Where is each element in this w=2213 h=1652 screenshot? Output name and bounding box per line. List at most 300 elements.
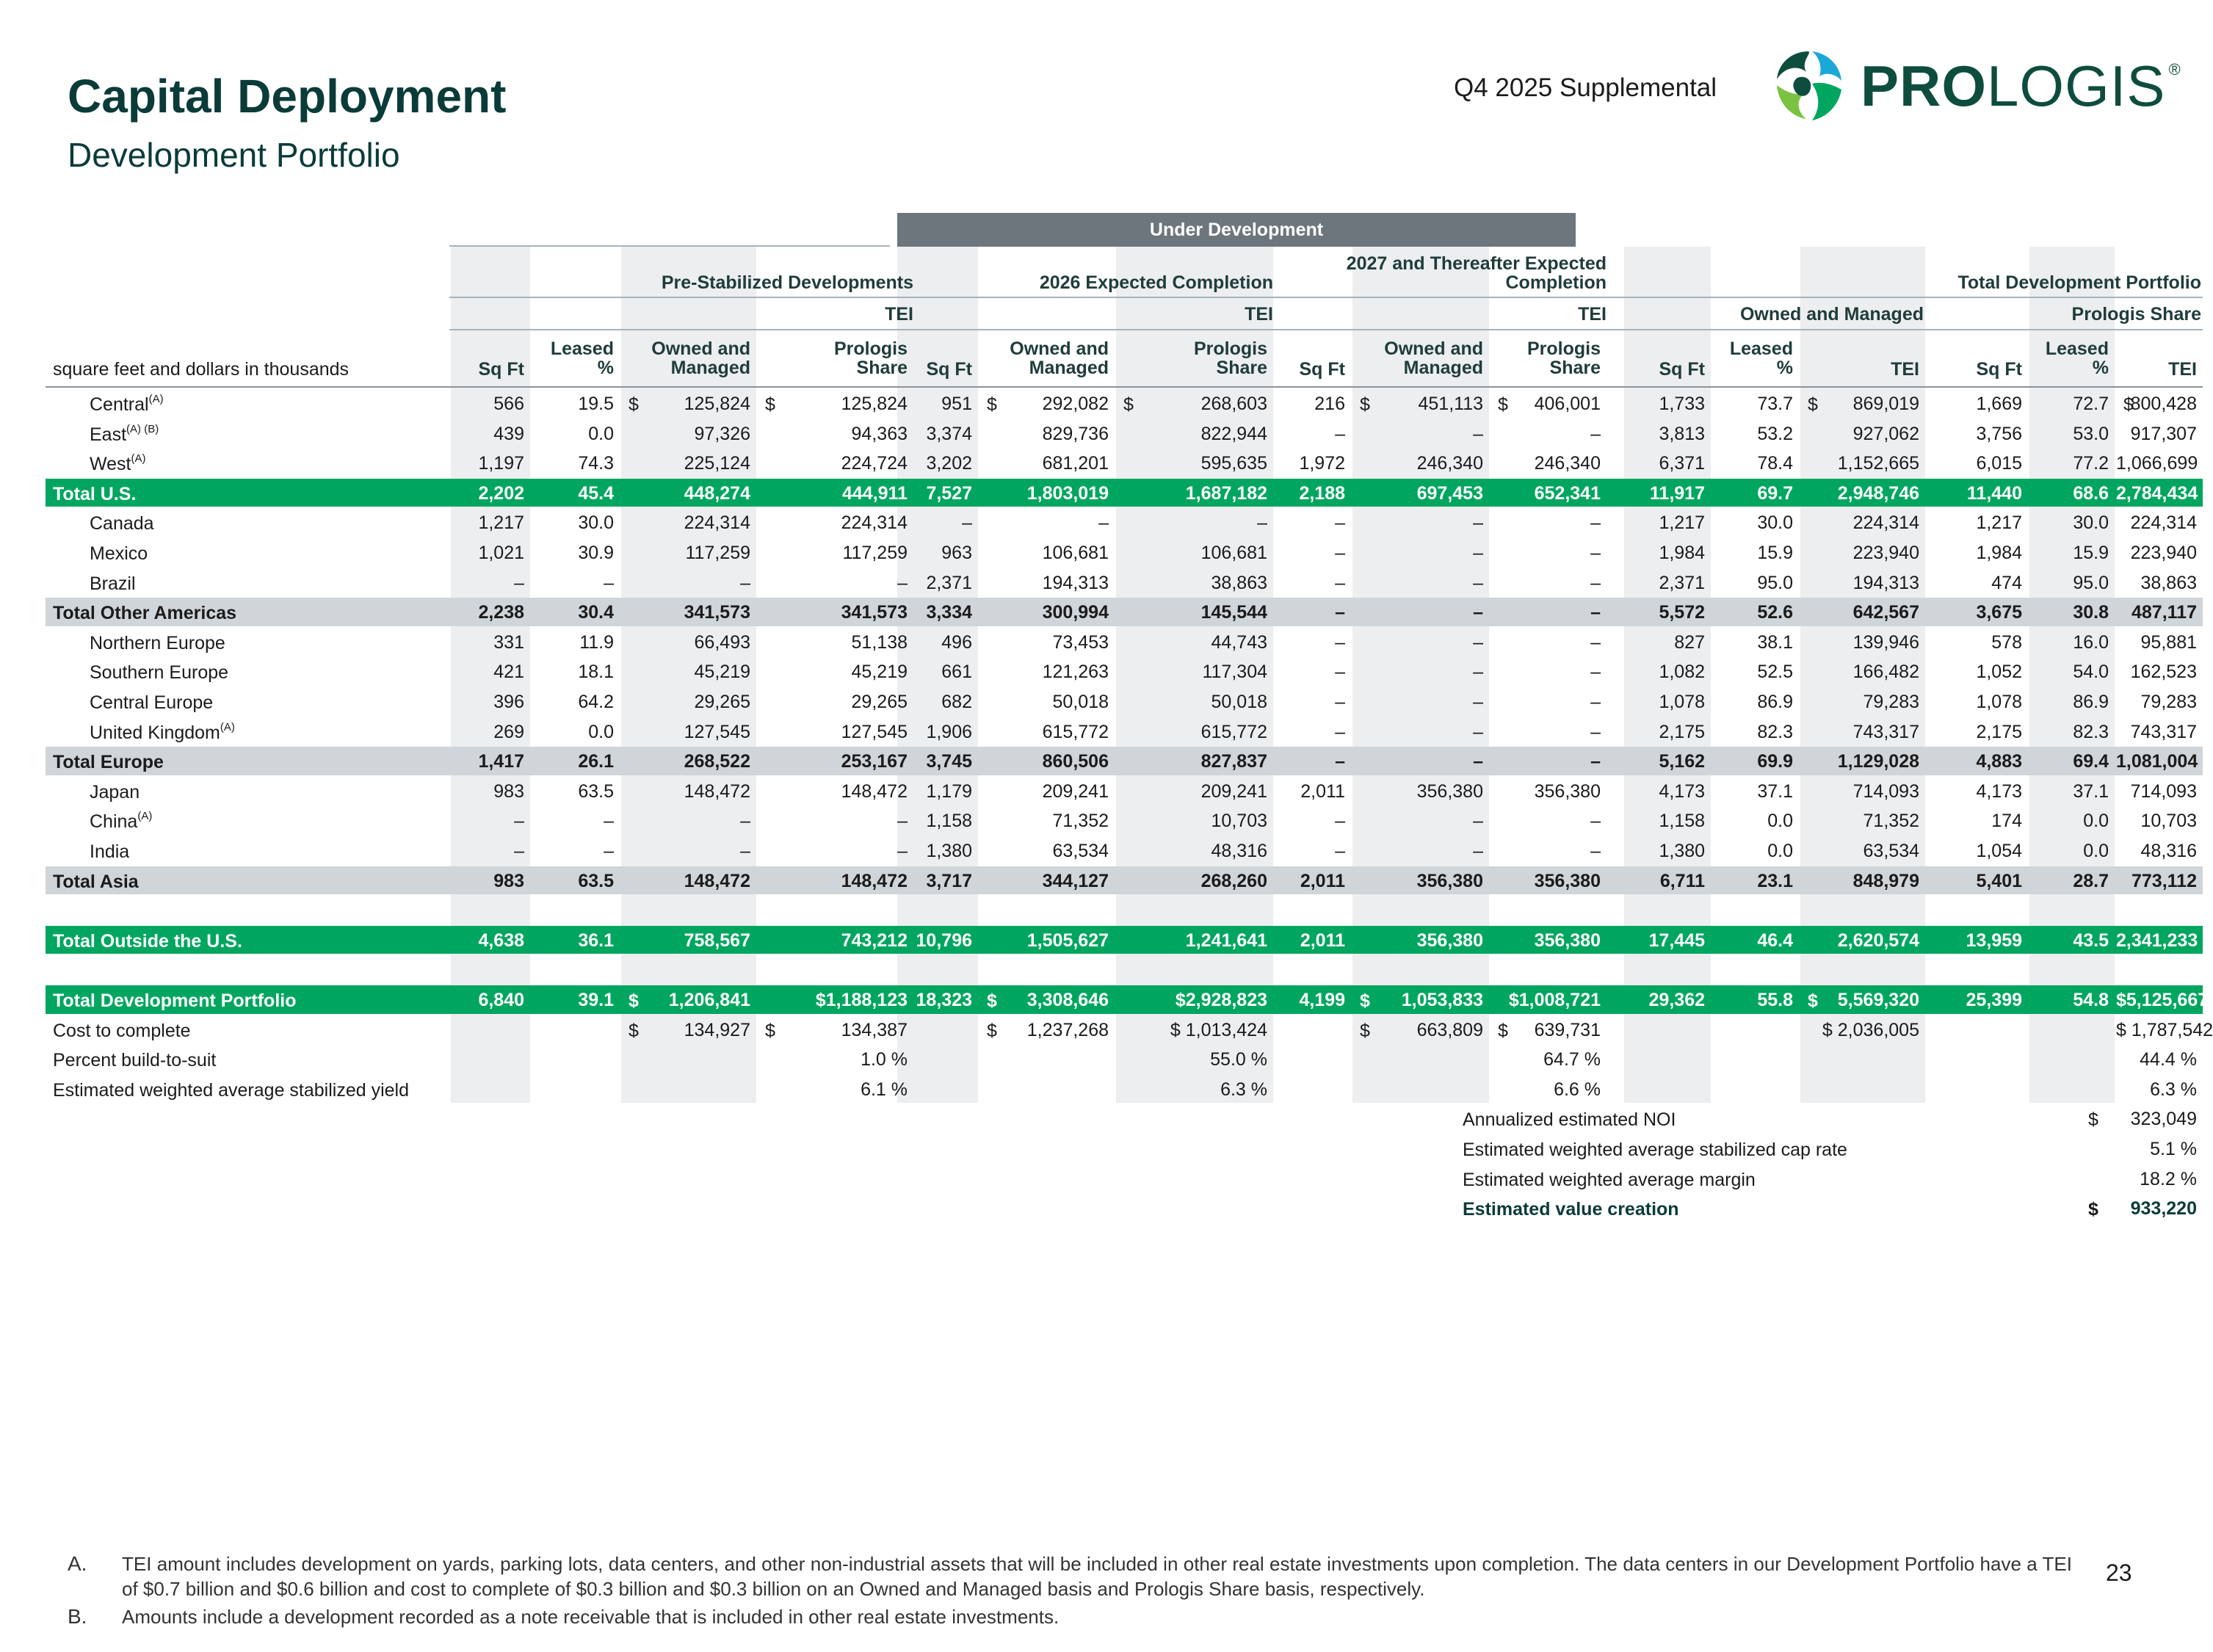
summary-value: 933,220 [2130, 1198, 2197, 1220]
table-cell: 10,796 [916, 930, 972, 951]
row-label: Total Outside the U.S. [53, 930, 242, 952]
table-cell: 406,001 [1534, 394, 1601, 414]
table-cell: $ 2,036,005 [1822, 1019, 1919, 1040]
table-cell: – [1257, 512, 1267, 534]
table-cell: 29,265 [694, 692, 750, 712]
table-cell: 106,681 [1042, 543, 1109, 563]
table-cell: 1,505,627 [1026, 930, 1109, 951]
dollar-sign: $ [1360, 1020, 1370, 1041]
table-cell: 13,959 [1966, 930, 2022, 951]
table-cell: 209,241 [1042, 780, 1109, 802]
table-cell: 595,635 [1200, 453, 1267, 474]
row-label: Total U.S. [53, 483, 137, 504]
table-cell: 25,399 [1966, 990, 2022, 1010]
dollar-sign: $ [987, 990, 997, 1011]
table-cell: 2,011 [1300, 780, 1345, 802]
dollar-sign: $ [629, 1020, 639, 1041]
table-cell: 54.8 [2073, 990, 2109, 1010]
table-cell: 64.2 [578, 692, 614, 712]
table-cell: 63,534 [1052, 841, 1109, 861]
table-cell: 125,824 [841, 394, 908, 414]
table-cell: 23.1 [1757, 870, 1793, 891]
table-cell: 827,837 [1200, 751, 1267, 772]
table-cell: 166,482 [1852, 662, 1919, 683]
table-cell: 341,573 [684, 602, 750, 623]
column-header-leased: Leased % [2045, 338, 2109, 379]
table-cell: 6,711 [1659, 870, 1705, 891]
table-cell: 4,638 [478, 930, 524, 951]
table-cell: 6.1 % [861, 1079, 908, 1100]
table-cell: 1,237,268 [1026, 1019, 1109, 1040]
table-cell: 5,401 [1976, 870, 2022, 891]
table-cell: – [1473, 602, 1483, 623]
table-cell: 82.3 [2073, 721, 2109, 742]
table-cell: 11,917 [1649, 482, 1705, 504]
table-cell: 331 [493, 631, 524, 653]
table-cell: 2,341,233 [2116, 930, 2198, 951]
table-cell: 714,093 [1852, 780, 1919, 802]
table-cell: 3,756 [1976, 423, 2022, 444]
table-cell: 639,731 [1534, 1019, 1601, 1040]
table-cell: – [1335, 512, 1345, 534]
table-cell: 53.2 [1757, 423, 1793, 444]
table-cell: 223,940 [1852, 543, 1919, 563]
table-cell: 615,772 [1042, 721, 1109, 742]
table-cell: 216 [1314, 394, 1345, 414]
table-cell: 743,317 [1852, 721, 1919, 742]
table-cell: 0.0 [1767, 811, 1793, 832]
table-cell: 1,241,641 [1185, 930, 1267, 951]
table-cell: 5,569,320 [1837, 990, 1919, 1010]
table-cell: – [1335, 662, 1345, 683]
table-cell: 26.1 [578, 751, 614, 772]
page-subtitle: Development Portfolio [68, 136, 400, 174]
table-cell: 3,374 [926, 423, 972, 444]
column-header-sqft: Sq Ft [1299, 359, 1345, 380]
table-cell: 714,093 [2130, 780, 2197, 802]
table-cell: 268,260 [1200, 870, 1267, 891]
table-cell: 37.1 [1757, 780, 1793, 802]
dollar-sign: $ [987, 1020, 997, 1041]
subheader-prologis-share: Prologis Share [2071, 304, 2201, 325]
table-cell: – [1335, 631, 1345, 653]
column-header-share: Prologis Share [833, 338, 908, 379]
table-cell: 30.0 [2073, 512, 2109, 534]
table-cell: 5,572 [1659, 602, 1705, 623]
table-cell: 1,669 [1976, 394, 2022, 414]
row-label: Southern Europe [90, 662, 229, 684]
table-cell: 2,238 [478, 602, 524, 623]
table-cell: – [1590, 811, 1601, 832]
dollar-sign: $ [1498, 394, 1508, 415]
table-cell: 1,081,004 [2116, 751, 2198, 772]
row-label: Northern Europe [90, 632, 225, 653]
table-cell: 3,308,646 [1026, 990, 1109, 1010]
table-cell: 6.3 % [2150, 1079, 2197, 1100]
table-cell: 3,813 [1659, 423, 1705, 444]
table-cell: 162,523 [2130, 662, 2197, 683]
table-cell: 1,972 [1299, 453, 1345, 474]
row-label: Percent build-to-suit [53, 1050, 217, 1071]
summary-value: 18.2 % [2140, 1168, 2197, 1189]
table-cell: 73,453 [1052, 631, 1109, 653]
table-cell: 356,380 [1416, 930, 1483, 951]
table-cell: 139,946 [1852, 631, 1919, 653]
row-label: Central Europe [90, 692, 214, 713]
table-cell: 292,082 [1042, 394, 1109, 414]
table-cell: – [1590, 512, 1601, 534]
table-cell: 6,840 [478, 990, 524, 1010]
table-cell: 44,743 [1211, 631, 1267, 653]
dollar-sign: $ [1808, 990, 1818, 1011]
dollar-sign: $ [765, 394, 775, 415]
table-cell: – [1473, 692, 1483, 712]
row-label: United Kingdom$^{(A)}$ [90, 720, 235, 743]
table-cell: – [604, 572, 614, 593]
table-cell: – [1473, 841, 1483, 861]
table-cell: 97,326 [694, 423, 750, 444]
table-cell: 1,052 [1976, 662, 2022, 683]
table-cell: 1,380 [926, 841, 972, 861]
table-cell: 45,219 [851, 662, 908, 683]
table-cell: 496 [941, 631, 972, 653]
table-cell: 64.7 % [1543, 1049, 1601, 1070]
table-cell: – [514, 811, 524, 832]
column-header-sqft: Sq Ft [1659, 359, 1705, 380]
table-cell: 663,809 [1416, 1019, 1483, 1040]
table-cell: – [1098, 512, 1109, 534]
dollar-sign: $ [765, 1020, 775, 1041]
table-cell: 30.0 [578, 512, 614, 534]
table-cell: 18.1 [578, 662, 614, 683]
table-cell: – [897, 572, 908, 593]
column-header-owned: Owned and Managed [1010, 338, 1109, 379]
table-cell: – [1590, 572, 1601, 593]
table-cell: – [1335, 692, 1345, 712]
development-portfolio-table [46, 213, 2213, 1220]
under-development-band: Under Development [897, 213, 1576, 247]
row-label: Estimated weighted average stabilized yield [53, 1079, 409, 1101]
table-cell: 983 [493, 870, 524, 891]
table-cell: 0.0 [1767, 841, 1793, 861]
table-cell: – [740, 841, 750, 861]
table-cell: 43.5 [2073, 930, 2109, 951]
page-title: Capital Deployment [68, 70, 507, 123]
table-cell: 15.9 [1757, 543, 1793, 563]
table-cell: 79,283 [1863, 692, 1919, 712]
prologis-logo [1768, 46, 2181, 126]
table-cell: 448,274 [684, 482, 750, 504]
table-cell: 268,603 [1200, 394, 1267, 414]
table-cell: 44.4 % [2140, 1049, 2197, 1070]
table-cell: 439 [493, 423, 524, 444]
table-cell: 421 [493, 662, 524, 683]
row-label: Brazil [90, 573, 136, 594]
row-label: Total Europe [53, 752, 164, 773]
table-cell: 11,440 [1966, 482, 2022, 504]
unit-note: square feet and dollars in thousands [53, 359, 349, 380]
table-cell: 125,824 [684, 394, 750, 414]
table-cell: – [740, 572, 750, 593]
table-cell: 117,259 [842, 543, 908, 563]
table-cell: – [1590, 662, 1601, 683]
table-cell: – [1335, 572, 1345, 593]
table-cell: $1,008,721 [1508, 990, 1601, 1010]
table-cell: 71,352 [1052, 811, 1109, 832]
table-cell: 69.4 [2073, 751, 2109, 772]
table-cell: – [897, 841, 908, 861]
table-cell: 38,863 [1211, 572, 1267, 593]
table-cell: 7,527 [926, 482, 972, 504]
table-cell: – [1335, 811, 1345, 832]
table-cell: 2,620,574 [1837, 930, 1919, 951]
table-cell: 356,380 [1534, 870, 1601, 891]
column-header-owned: Owned and Managed [1384, 338, 1483, 379]
table-cell: – [1473, 543, 1483, 563]
table-cell: 63.5 [578, 870, 614, 891]
table-cell: – [1473, 721, 1483, 742]
table-cell: $5,125,667 [2116, 990, 2209, 1010]
row-label: Central$^{(A)}$ [90, 393, 164, 415]
table-cell: 55.0 % [1210, 1049, 1267, 1070]
summary-label: Estimated weighted average stabilized cap rate [1463, 1140, 1847, 1160]
table-cell: 117,259 [685, 543, 750, 563]
dollar-sign: $ [1498, 1020, 1508, 1041]
table-cell: – [962, 512, 972, 534]
table-cell: 1,380 [1659, 841, 1705, 861]
group-header-2026: 2026 Expected Completion [1039, 272, 1273, 293]
table-cell: 194,313 [1042, 572, 1109, 593]
table-cell: 30.4 [578, 602, 614, 623]
table-cell: 1,803,019 [1026, 482, 1109, 504]
table-cell: 10,703 [2140, 811, 2197, 832]
table-cell: 95.0 [1757, 572, 1793, 593]
table-cell: 94,363 [851, 423, 908, 444]
table-cell: – [1590, 602, 1601, 623]
table-cell: 79,283 [2140, 692, 2197, 712]
table-cell: 2,784,434 [2116, 482, 2198, 504]
table-cell: 451,113 [1418, 394, 1483, 414]
table-cell: 224,314 [684, 512, 750, 534]
row-label: West$^{(A)}$ [90, 452, 146, 475]
table-cell: 134,927 [684, 1019, 750, 1040]
footnote-a: A. TEI amount includes development on yards, parking lots, data centers, and other non-industrial assets that will be included in other real estate investments upon completion. The data centers in our Development Portfolio have a TEI of $0.7 billion and $0.6 billion and cost to complete of $0.3 billion and $0.3 billion on an Owned and Managed basis and Prologis Share basis, respectively. [68, 1552, 2072, 1600]
table-cell: 1,152,665 [1837, 453, 1919, 474]
table-cell: 3,717 [926, 870, 972, 891]
table-cell: – [1590, 692, 1601, 712]
table-cell: 54.0 [2073, 662, 2109, 683]
dollar-sign: $ [2123, 394, 2134, 415]
row-label: Japan [90, 781, 140, 803]
table-cell: 1,217 [1976, 512, 2022, 534]
table-cell: – [1473, 662, 1483, 683]
table-cell: – [1590, 721, 1601, 742]
table-cell: 1,129,028 [1837, 751, 1919, 772]
table-cell: 697,453 [1416, 482, 1483, 504]
table-cell: 2,188 [1299, 482, 1345, 504]
table-cell: 2,011 [1300, 930, 1345, 951]
table-cell: 223,940 [2130, 543, 2197, 563]
table-cell: 48,316 [1211, 841, 1267, 861]
table-cell: 1,078 [1976, 692, 2022, 712]
table-cell: 127,545 [841, 721, 908, 742]
column-header-owned: Owned and Managed [651, 338, 750, 379]
table-cell: – [1335, 543, 1345, 563]
dollar-sign: $ [629, 990, 639, 1011]
table-cell: 0.0 [2083, 841, 2109, 861]
table-cell: 2,371 [1659, 572, 1705, 593]
summary-value: 5.1 % [2150, 1139, 2197, 1159]
table-cell: – [604, 811, 614, 832]
table-cell: 268,522 [684, 751, 750, 772]
globe-logo-icon [1768, 46, 1849, 126]
table-cell: 52.6 [1757, 602, 1793, 623]
table-cell: 983 [493, 780, 524, 802]
table-cell: 95,881 [2140, 631, 2197, 653]
table-cell: 225,124 [684, 453, 750, 474]
table-cell: 68.6 [2073, 482, 2109, 504]
table-cell: 69.9 [1757, 751, 1793, 772]
table-cell: 174 [1991, 811, 2022, 832]
table-cell: 822,944 [1200, 423, 1267, 444]
table-cell: 52.5 [1757, 662, 1793, 683]
table-cell: 6.6 % [1554, 1079, 1601, 1100]
table-cell: 3,675 [1976, 602, 2022, 623]
table-cell: 63,534 [1863, 841, 1919, 861]
table-cell: 344,127 [1042, 870, 1109, 891]
table-cell: 95.0 [2073, 572, 2109, 593]
table-cell: 224,314 [2130, 512, 2197, 534]
table-cell: 224,314 [1852, 512, 1919, 534]
table-cell: – [1335, 751, 1345, 772]
table-cell: 773,112 [2131, 870, 2197, 891]
table-cell: 1,984 [1659, 543, 1705, 563]
table-cell: 951 [941, 394, 972, 414]
table-cell: 18,323 [916, 990, 972, 1010]
table-cell: – [1473, 423, 1483, 444]
table-cell: 356,380 [1534, 930, 1601, 951]
table-cell: 2,371 [926, 572, 972, 593]
table-cell: 0.0 [588, 423, 614, 444]
table-cell: 300,994 [1042, 602, 1109, 623]
table-cell: 1.0 % [861, 1049, 908, 1070]
table-cell: 55.8 [1757, 990, 1793, 1010]
row-label: China$^{(A)}$ [90, 810, 153, 833]
subheader-owned-managed: Owned and Managed [1739, 304, 1924, 325]
table-cell: 927,062 [1852, 423, 1919, 444]
row-label: Total Development Portfolio [53, 990, 297, 1011]
table-cell: 1,082 [1659, 662, 1705, 683]
table-cell: 253,167 [841, 751, 908, 772]
table-cell: 1,217 [1659, 512, 1705, 534]
table-cell: 2,011 [1300, 870, 1345, 891]
table-cell: 38,863 [2140, 572, 2197, 593]
table-cell: 474 [1991, 572, 2022, 593]
table-cell: – [1473, 512, 1483, 534]
table-cell: 1,158 [926, 811, 972, 832]
table-cell: 74.3 [578, 453, 614, 474]
table-cell: 45,219 [694, 662, 750, 683]
table-cell: 148,472 [841, 780, 908, 802]
table-cell: 4,173 [1976, 780, 2022, 802]
table-cell: – [1335, 602, 1345, 623]
page-number: 23 [2106, 1559, 2132, 1586]
column-header-share: Prologis Share [1193, 338, 1267, 379]
table-cell: 69.7 [1757, 482, 1793, 504]
summary-label: Estimated weighted average margin [1463, 1169, 1756, 1190]
table-cell: 5,162 [1659, 751, 1705, 772]
group-header-total: Total Development Portfolio [1957, 272, 2201, 293]
table-cell: – [1590, 423, 1601, 444]
table-cell: – [1590, 631, 1601, 653]
table-cell: 800,428 [2130, 394, 2197, 414]
subheader-tei-2026: TEI [1245, 304, 1273, 325]
row-label: East$^{(A) (B)}$ [90, 422, 159, 445]
row-label: Cost to complete [53, 1020, 191, 1041]
table-cell: 615,772 [1200, 721, 1267, 742]
table-cell: 15.9 [2073, 543, 2109, 563]
table-cell: 682 [941, 692, 972, 712]
logo-wordmark: PROLOGIS ® [1861, 53, 2181, 118]
column-header-sqft: Sq Ft [1976, 359, 2022, 380]
table-cell: 1,687,182 [1185, 482, 1267, 504]
table-cell: 51,138 [851, 631, 908, 653]
table-cell: 6,371 [1659, 453, 1705, 474]
table-cell: 30.9 [578, 543, 614, 563]
summary-label: Estimated value creation [1463, 1199, 1679, 1220]
table-cell: 1,217 [478, 512, 524, 534]
table-cell: 356,380 [1534, 780, 1601, 802]
table-cell: 117,304 [1202, 662, 1267, 683]
column-header-sqft: Sq Ft [926, 359, 972, 380]
dollar-sign: $ [1808, 394, 1818, 415]
table-cell: 17,445 [1648, 930, 1705, 951]
table-cell: – [740, 811, 750, 832]
table-cell: 869,019 [1852, 394, 1919, 414]
table-cell: 48,316 [2140, 841, 2197, 861]
table-cell: 82.3 [1757, 721, 1793, 742]
supplemental-label: Q4 2025 Supplemental [1454, 73, 1717, 102]
summary-value: 323,049 [2130, 1109, 2197, 1130]
table-cell: 224,724 [841, 453, 908, 474]
table-cell: 341,573 [841, 602, 908, 623]
table-cell: 30.8 [2073, 602, 2109, 623]
table-cell: 963 [941, 543, 972, 563]
table-cell: 4,199 [1299, 990, 1345, 1010]
table-cell: 63.5 [578, 780, 614, 802]
table-cell: 1,066,699 [2116, 453, 2198, 474]
table-cell: 148,472 [684, 780, 750, 802]
table-cell: – [1590, 543, 1601, 563]
table-cell: 1,197 [478, 453, 524, 474]
column-header-share: Prologis Share [1526, 338, 1601, 379]
table-cell: – [1473, 631, 1483, 653]
table-cell: 194,313 [1852, 572, 1919, 593]
table-cell: 6.3 % [1220, 1079, 1267, 1100]
column-header-leased: Leased % [550, 338, 614, 379]
table-cell: – [1473, 811, 1483, 832]
summary-label: Annualized estimated NOI [1463, 1109, 1676, 1131]
table-cell: 28.7 [2073, 870, 2109, 891]
table-cell: $ 1,787,542 [2116, 1019, 2213, 1040]
table-cell: 6,015 [1976, 453, 2022, 474]
table-cell: 29,265 [851, 692, 908, 712]
table-cell: 2,948,746 [1837, 482, 1919, 504]
table-cell: 1,417 [478, 751, 524, 772]
table-cell: 743,317 [2130, 721, 2197, 742]
row-label: Total Asia [53, 871, 139, 892]
table-cell: 106,681 [1200, 543, 1267, 563]
